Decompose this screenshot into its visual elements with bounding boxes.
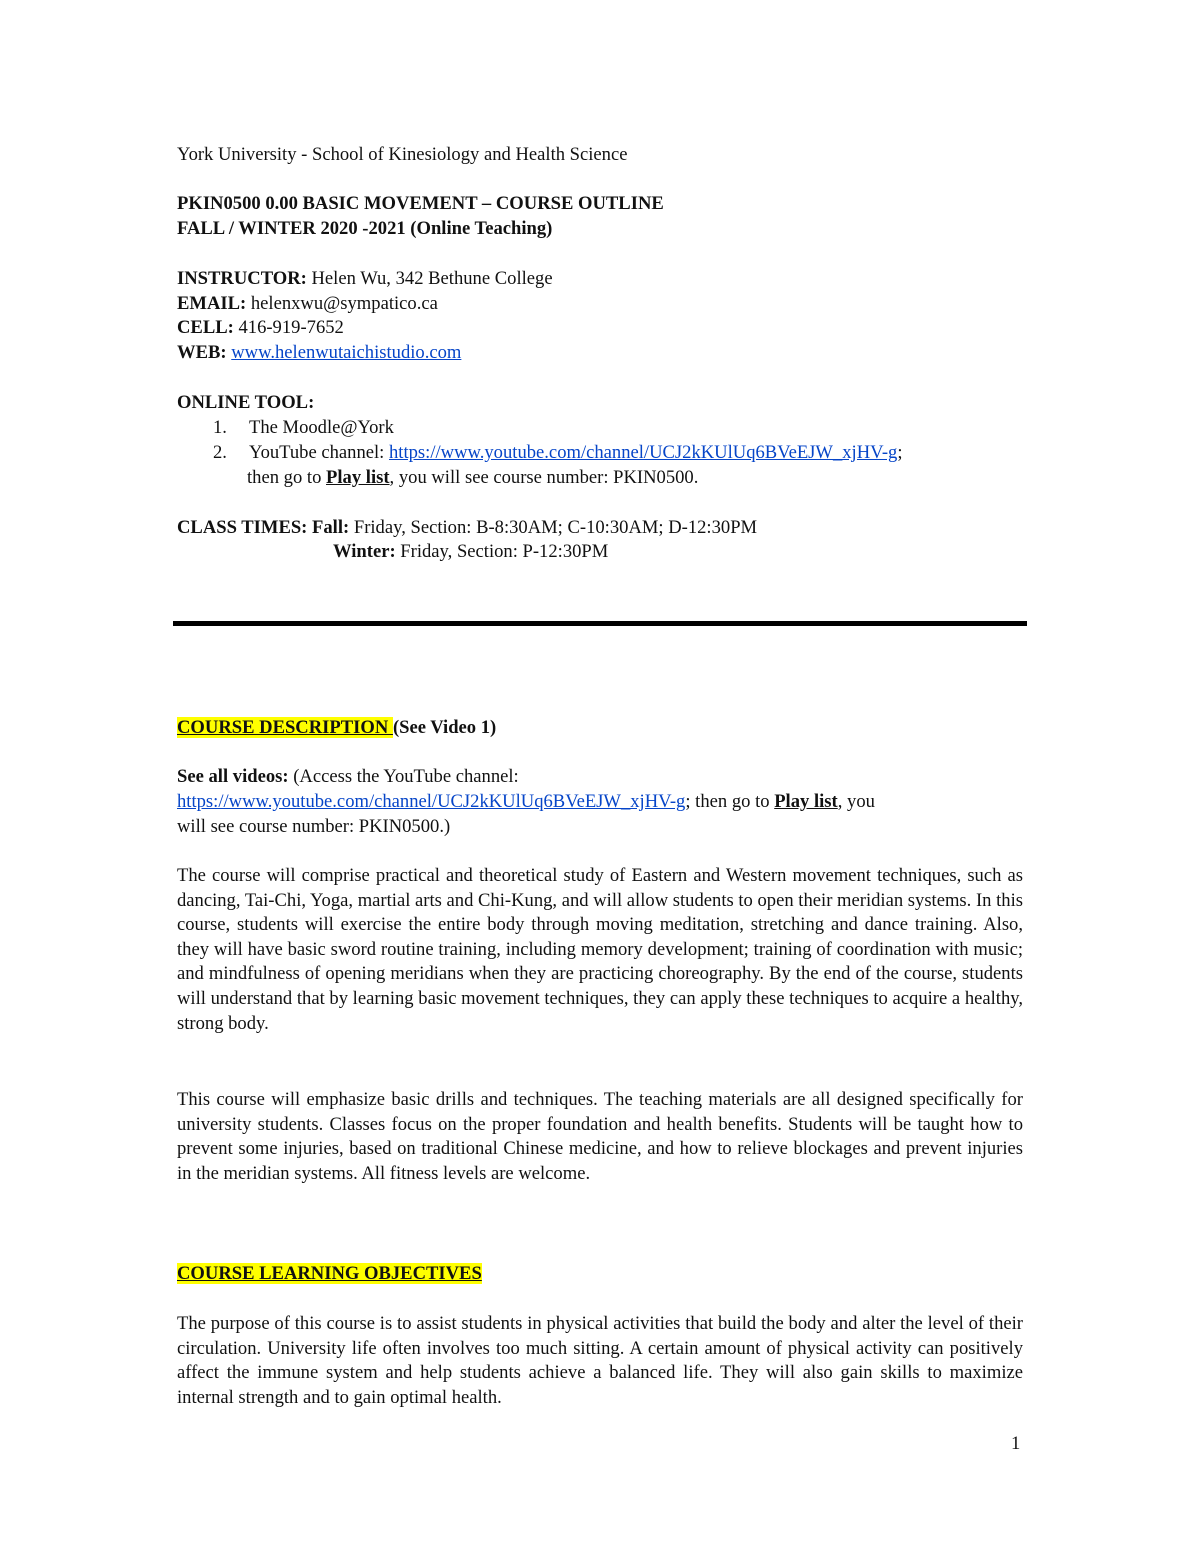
email-value: helenxwu@sympatico.ca: [246, 293, 438, 314]
course-description-paragraph-2: This course will emphasize basic drills and techniques. The teaching materials are all designed specifically for university students. Classes focus on the proper foundation and health benefits. Students will be taught how to prevent some injuries, based on traditional Chinese medicine, and how to relieve blockages and prevent injuries in the meridian systems. All fitness levels are welcome.: [177, 1089, 1023, 1184]
see-all-youtube-link[interactable]: https://www.youtube.com/channel/UCJ2kKUlUq6BVeEJW_xjHV-g: [177, 791, 686, 812]
institution-line: York University - School of Kinesiology and Health Science: [177, 144, 628, 165]
playlist-label: Play list: [326, 467, 390, 488]
playlist-prefix: then go to: [247, 467, 327, 488]
online-tool-item-1-text: The Moodle@York: [249, 417, 394, 438]
see-all-playlist: Play list: [774, 791, 838, 812]
winter-label: Winter:: [333, 541, 396, 562]
fall-label: Fall:: [307, 517, 350, 538]
course-description-heading: COURSE DESCRIPTION: [177, 717, 393, 738]
cell-line: [177, 316, 1023, 341]
see-all-text: (Access the YouTube channel:: [288, 766, 519, 787]
list-number: 2.: [213, 442, 227, 463]
see-all-after: , you: [837, 791, 875, 812]
cell-label: CELL:: [177, 317, 234, 338]
page-number: 1: [1011, 1433, 1021, 1454]
see-all-mid: ; then go to: [685, 791, 775, 812]
online-tool-item-1: [213, 416, 1023, 441]
cell-value: 416-919-7652: [233, 317, 344, 338]
course-description-note: (See Video 1): [392, 717, 497, 738]
online-tool-item-2-suffix: ;: [897, 442, 903, 463]
see-all-label: See all videos:: [177, 766, 289, 787]
online-tool-item-2-prefix: YouTube channel:: [249, 442, 389, 463]
fall-value: Friday, Section: B-8:30AM; C-10:30AM; D-12:30PM: [349, 517, 758, 538]
class-times-label: CLASS TIMES:: [177, 517, 308, 538]
course-description-paragraph-1: The course will comprise practical and theoretical study of Eastern and Western movement techniques, such as dancing, Tai-Chi, Yoga, martial arts and Chi-Kung, and will allow students to open their meridian systems. In this course, students will exercise the entire body through moving meditation, stretching and dance training. Also, they will have basic sword routine training, including memory development; training of coordination with music; and mindfulness of opening meridians when they are practicing choreography. By the end of the course, students will understand that by learning basic movement techniques, they can apply these techniques to acquire a healthy, strong body.: [177, 865, 1023, 1034]
course-term: FALL / WINTER 2020 -2021 (Online Teaching): [177, 218, 553, 239]
email-label: EMAIL:: [177, 293, 247, 314]
playlist-suffix: , you will see course number: PKIN0500.: [389, 467, 699, 488]
online-tool-item-2-line2: [247, 466, 1023, 491]
winter-value: Friday, Section: P-12:30PM: [395, 541, 609, 562]
see-all-videos-line-3: will see course number: PKIN0500.): [177, 816, 451, 837]
instructor-value: Helen Wu, 342 Bethune College: [306, 268, 553, 289]
online-tool-item-2: [213, 441, 1023, 466]
instructor-line: [177, 267, 1023, 292]
horizontal-rule: [173, 621, 1027, 626]
see-all-videos-line-2: [177, 790, 1023, 815]
web-label: WEB:: [177, 342, 227, 363]
youtube-channel-link[interactable]: https://www.youtube.com/channel/UCJ2kKUlUq6BVeEJW_xjHV-g: [389, 442, 898, 463]
list-number: 1.: [213, 417, 227, 438]
class-times-fall: [177, 516, 1023, 541]
course-title: PKIN0500 0.00 BASIC MOVEMENT – COURSE OUTLINE: [177, 193, 664, 214]
online-tool-heading: ONLINE TOOL:: [177, 392, 315, 413]
course-description-heading-line: [177, 716, 1023, 741]
learning-objectives-paragraph: The purpose of this course is to assist students in physical activities that build the body and alter the level of their circulation. University life often involves too much sitting. A certain amount of physical activity can positively affect the immune system and help students achieve a balanced life. They will also gain skills to maximize internal strength and to gain optimal health.: [177, 1313, 1023, 1408]
class-times-winter: [333, 540, 1023, 565]
learning-objectives-heading: COURSE LEARNING OBJECTIVES: [177, 1263, 482, 1284]
web-link[interactable]: www.helenwutaichistudio.com: [231, 342, 462, 363]
instructor-label: INSTRUCTOR:: [177, 268, 307, 289]
email-line: [177, 292, 1023, 317]
web-line: [177, 341, 1023, 366]
learning-objectives-heading-line: [177, 1262, 1023, 1287]
see-all-videos-line: [177, 765, 1023, 790]
